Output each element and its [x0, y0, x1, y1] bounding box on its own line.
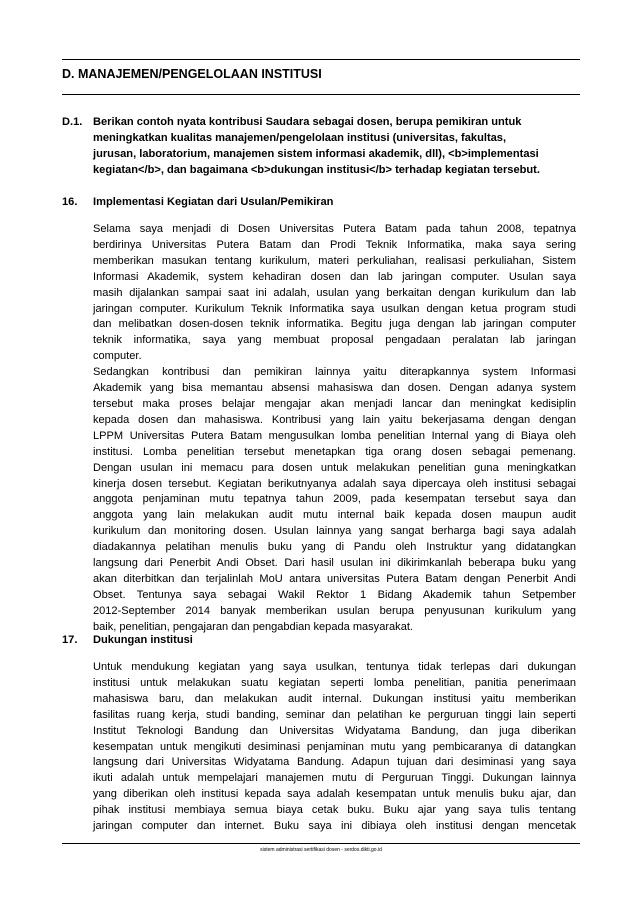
paragraph-line: anggota penjaminan mutu tepatnya tahun 2009, pada kesempatan tersebut saya dan [93, 493, 576, 506]
top-rule [62, 59, 580, 60]
paragraph-line: Dengan usulan ini memacu para dosen untuk melakukan penelitian guna meningkatkan [93, 461, 576, 474]
section-divider [62, 94, 580, 95]
paragraph-line: Institut Teknologi Bandung dan Universitas Widyatama Bandung, dan juga diberikan [93, 724, 576, 737]
paragraph-line: Obset. Tentunya saya sebagai Wakil Rektor 1 Bidang Akademik tahun Setpember [93, 588, 576, 601]
question-text [93, 114, 580, 178]
paragraph-line: institusi. Lomba penelitian tersebut menetapkan tiga orang dosen sebagai pemenang. [93, 445, 576, 458]
paragraph-line: ikuti adalah untuk mempelajari manajemen mutu di Perguruan Tinggi. Dukungan lainnya [93, 772, 576, 785]
item17-paragraph [93, 660, 576, 835]
paragraph-line: LPPM Universitas Putera Batam mengusulkan lomba penelitian Internal yang di Biaya oleh [93, 429, 576, 442]
paragraph-line: Untuk mendukung kegiatan yang saya usulkan, tentunya tidak terlepas dari dukungan [93, 661, 576, 673]
paragraph-line: kurikulum dan monitoring dosen. Usulan lainnya yang sangat berharga bagi saya adalah [93, 525, 576, 538]
paragraph-line: jaringan computer. Kurikulum Teknik Informatika saya usulkan dengan ketua program studi [93, 302, 576, 315]
paragraph-line: yang diberikan oleh institusi kepada saya adalah kesempatan untuk menulis buku ajar, dan [93, 788, 576, 801]
paragraph-line: baik, penelitian, pengajaran dan pengabdian kepada masyarakat. [93, 620, 413, 633]
paragraph-line: mahasiswa baru, dan melakukan audit internal. Dukungan institusi yaitu memberikan [93, 692, 576, 705]
paragraph-line: kesempatan untuk mengikuti desiminasi penjaminan mutu yang pembicaranya di datangkan [93, 740, 576, 753]
paragraph-line: tersebut maka proses belajar mengajar akan menjadi lancar dan meningkat kedisiplin [93, 397, 576, 410]
paragraph-line: diadakannya pelatihan menulis buku yang di Pandu oleh Instruktur yang didatangkan [93, 541, 576, 554]
paragraph-line: teknik informatika, saya yang membuat proposal pengadaan peralatan lab jaringan [93, 334, 576, 347]
item17-number: 17. [62, 634, 78, 646]
paragraph-line: masih dijalankan sampai saat ini adalah, usulan yang berkaitan dengan kurikulum dan lab [93, 286, 576, 299]
paragraph-line: 2012-September 2014 banyak memberikan usulan berupa penyusunan kurikulum yang [93, 604, 576, 617]
paragraph-line: computer. [93, 350, 142, 363]
question-line: jurusan, laboratorium, manajemen sistem informasi akademik, dll), <b>implementasi [93, 148, 539, 160]
section-title: D. MANAJEMEN/PENGELOLAAN INSTITUSI [62, 67, 322, 81]
question-line: Berikan contoh nyata kontribusi Saudara sebagai dosen, berupa pemikiran untuk [93, 116, 522, 128]
paragraph-line: Sedangkan kontribusi dan pemikiran lainnya yaitu diterapkannya system Informasi [93, 366, 576, 379]
paragraph-line: Informasi Akademik, system kehadiran dosen dan lab jaringan computer. Usulan saya [93, 270, 576, 283]
item16-number: 16. [62, 196, 78, 208]
paragraph-line: kinerja dosen tersebut. Kegiatan berikutnyanya adalah saya dipercaya oleh institusi sebagai [93, 477, 576, 490]
item17-heading-text: Dukungan institusi [93, 634, 193, 646]
paragraph-line: langsung dari Universitas Widyatama Bandung. Adapun tujuan dari desiminasi yang saya [93, 756, 576, 769]
paragraph-line: memberikan masukan tentang kurikulum, materi perkuliahan, realisasi perkuliahan, Sistem [93, 254, 576, 267]
paragraph-line: berdirinya Universitas Putera Batam dan Prodi Teknik Informatika, maka saya sering [93, 238, 576, 251]
paragraph-line: Akademik yang bisa memantau absensi mahasiswa dan dosen. Dengan adanya system [93, 382, 576, 395]
paragraph-line: anggota yang lain melakukan audit mutu internal baik kepada dosen maupun audit [93, 509, 576, 522]
footer-text: sistem administrasi sertifikasi dosen - serdos.dikti.go.id [260, 847, 382, 853]
paragraph-line: institusi untuk melakukan suatu kegiatan seperti lomba penelitian, panitia penerimaan [93, 676, 576, 689]
item17-heading [93, 632, 580, 648]
question-line: meningkatkan kualitas manajemen/pengelolaan institusi (universitas, fakultas, [93, 132, 507, 144]
item16-heading [93, 194, 580, 210]
question-line: kegiatan</b>, dan bagaimana <b>dukungan institusi</b> terhadap kegiatan tersebut. [93, 164, 540, 176]
paragraph-line: akan diterbitkan dan terjalinlah MoU antara universitas Putera Batam dengan Penerbit Andi [93, 572, 576, 585]
footer-rule [62, 843, 580, 844]
paragraph-line: langsung dari Penerbit Andi Obset. Dari hasil usulan ini dikirimkanlah beberapa buku yang [93, 557, 576, 570]
paragraph-line: dan melibatkan dosen-dosen teknik informatika. Begitu juga dengan lab jaringan computer [93, 318, 576, 331]
paragraph-line: kepada dosen dan mahasiswa. Kontribusi yang lain yaitu bekerjasama dengan dengan [93, 413, 576, 426]
paragraph-line: pihak institusi membiaya semua biaya cetak buku. Buku ajar yang saya tulis tentang [93, 804, 576, 817]
item16-heading-text: Implementasi Kegiatan dari Usulan/Pemikiran [93, 196, 334, 208]
paragraph-line: Selama saya menjadi di Dosen Universitas Putera Batam pada tahun 2008, tepatnya [93, 223, 576, 235]
item16-paragraph [93, 222, 576, 636]
paragraph-line: fasilitas ruang kerja, studi banding, seminar dan pelatihan ke perguruan tinggi lain seperti [93, 708, 576, 721]
paragraph-line: jaringan computer dan internet. Buku saya ini dibiaya oleh institusi dengan mencetak [93, 820, 576, 833]
question-number: D.1. [62, 116, 83, 128]
